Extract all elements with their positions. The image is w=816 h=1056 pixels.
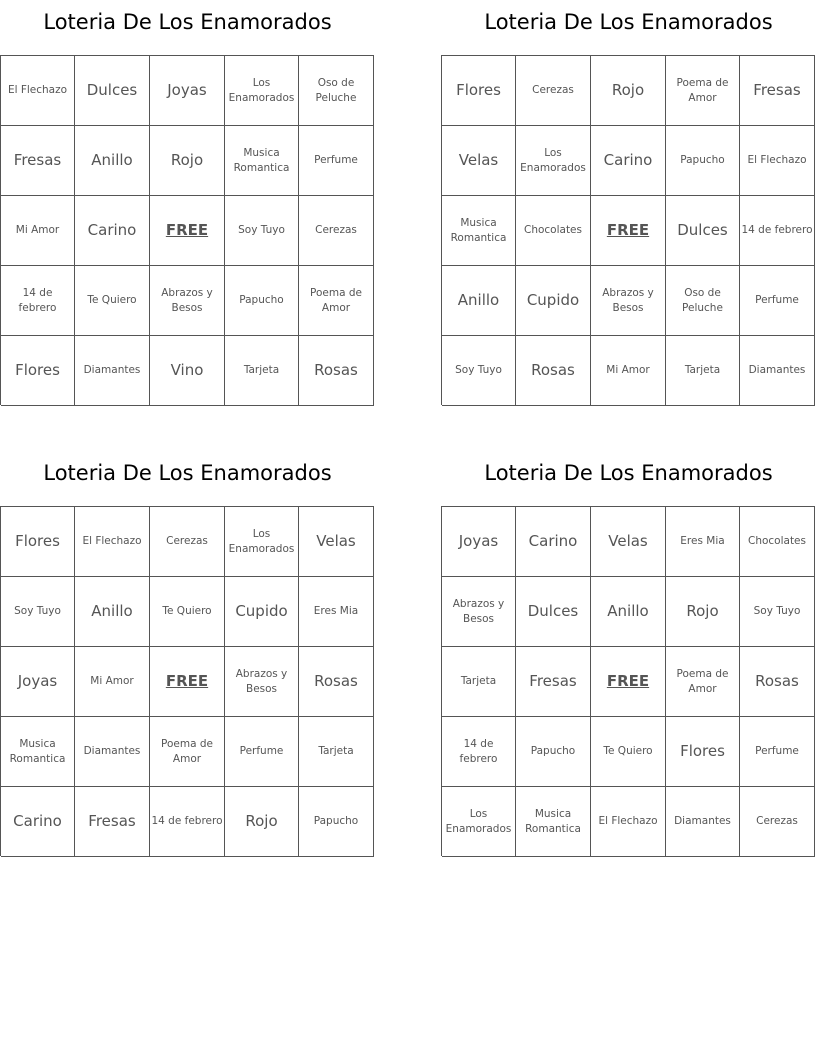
bingo-cell: Rojo [591,56,666,126]
bingo-cell: 14 de febrero [740,196,815,266]
bingo-grid [0,506,374,856]
bingo-cell: Cerezas [150,507,225,577]
bingo-cell: 14 de febrero [150,787,225,857]
bingo-cell: Abrazos y Besos [150,266,225,336]
bingo-cell: Poema de Amor [666,56,740,126]
bingo-cell: Cerezas [299,196,374,266]
bingo-cell: Perfume [299,126,374,196]
bingo-cell: Soy Tuyo [740,577,815,647]
bingo-cell: Mi Amor [75,647,150,717]
free-space: FREE [591,196,666,266]
bingo-cell: Diamantes [666,787,740,857]
bingo-cell: Musica Romantica [225,126,299,196]
bingo-cell: Papucho [225,266,299,336]
bingo-cell: Oso de Peluche [299,56,374,126]
bingo-cell: Musica Romantica [516,787,591,857]
bingo-grid [0,55,374,405]
bingo-cell: Soy Tuyo [1,577,75,647]
bingo-grid [441,55,815,405]
bingo-cell: Dulces [75,56,150,126]
free-space: FREE [150,196,225,266]
bingo-cell: Soy Tuyo [442,336,516,406]
bingo-cell: Oso de Peluche [666,266,740,336]
bingo-cell: Vino [150,336,225,406]
free-space: FREE [591,647,666,717]
bingo-cell: Rosas [299,336,374,406]
bingo-cell: Papucho [666,126,740,196]
bingo-cell: Poema de Amor [150,717,225,787]
bingo-cell: 14 de febrero [1,266,75,336]
bingo-cell: Tarjeta [442,647,516,717]
bingo-cell: Poema de Amor [666,647,740,717]
bingo-cell: Carino [1,787,75,857]
bingo-cell: Joyas [1,647,75,717]
bingo-cell: Rojo [666,577,740,647]
bingo-cell: Tarjeta [299,717,374,787]
bingo-cell: Joyas [150,56,225,126]
free-space: FREE [150,647,225,717]
bingo-cell: Chocolates [740,507,815,577]
bingo-cell: Musica Romantica [442,196,516,266]
bingo-cell: Los Enamorados [442,787,516,857]
bingo-cell: Mi Amor [1,196,75,266]
bingo-cell: El Flechazo [740,126,815,196]
bingo-cell: 14 de febrero [442,717,516,787]
bingo-cell: Anillo [591,577,666,647]
bingo-cell: Poema de Amor [299,266,374,336]
bingo-cell: Fresas [1,126,75,196]
bingo-cell: Dulces [516,577,591,647]
bingo-cell: Anillo [75,126,150,196]
bingo-cell: Fresas [75,787,150,857]
card-title: Loteria De Los Enamorados [484,10,773,34]
bingo-cell: Carino [591,126,666,196]
bingo-cell: Fresas [740,56,815,126]
bingo-cell: Tarjeta [225,336,299,406]
bingo-cell: Flores [1,336,75,406]
bingo-cell: Rojo [225,787,299,857]
bingo-cell: Cupido [516,266,591,336]
bingo-cell: Chocolates [516,196,591,266]
bingo-cell: Rosas [740,647,815,717]
bingo-cell: Rojo [150,126,225,196]
bingo-cell: Soy Tuyo [225,196,299,266]
bingo-cell: Abrazos y Besos [591,266,666,336]
bingo-cell: Flores [1,507,75,577]
bingo-cell: Flores [666,717,740,787]
bingo-cell: El Flechazo [591,787,666,857]
bingo-cell: Velas [591,507,666,577]
bingo-cell: Joyas [442,507,516,577]
bingo-cell: Fresas [516,647,591,717]
bingo-cell: Mi Amor [591,336,666,406]
bingo-cell: Te Quiero [75,266,150,336]
bingo-cell: Te Quiero [150,577,225,647]
bingo-cell: Abrazos y Besos [225,647,299,717]
bingo-cell: Los Enamorados [225,507,299,577]
bingo-cell: Papucho [516,717,591,787]
bingo-cell: Rosas [299,647,374,717]
bingo-cell: Papucho [299,787,374,857]
bingo-cell: Anillo [442,266,516,336]
bingo-cell: Dulces [666,196,740,266]
bingo-cell: Anillo [75,577,150,647]
bingo-cell: Diamantes [75,336,150,406]
bingo-cell: Abrazos y Besos [442,577,516,647]
bingo-cell: Velas [442,126,516,196]
bingo-cell: Eres Mia [666,507,740,577]
card-title: Loteria De Los Enamorados [484,461,773,485]
bingo-cell: Cupido [225,577,299,647]
card-title: Loteria De Los Enamorados [43,10,332,34]
bingo-cell: Te Quiero [591,717,666,787]
bingo-cell: Cerezas [516,56,591,126]
bingo-cell: Diamantes [75,717,150,787]
bingo-cell: Eres Mia [299,577,374,647]
bingo-cell: Velas [299,507,374,577]
bingo-cell: Cerezas [740,787,815,857]
bingo-cell: Flores [442,56,516,126]
bingo-cell: Los Enamorados [516,126,591,196]
bingo-cell: Diamantes [740,336,815,406]
bingo-grid [441,506,815,856]
bingo-cell: Perfume [740,717,815,787]
bingo-cell: Musica Romantica [1,717,75,787]
bingo-cell: Carino [516,507,591,577]
bingo-cell: Rosas [516,336,591,406]
bingo-cell: Tarjeta [666,336,740,406]
bingo-cell: El Flechazo [75,507,150,577]
bingo-cell: Carino [75,196,150,266]
bingo-cell: El Flechazo [1,56,75,126]
bingo-cell: Perfume [225,717,299,787]
bingo-cell: Perfume [740,266,815,336]
bingo-cell: Los Enamorados [225,56,299,126]
card-title: Loteria De Los Enamorados [43,461,332,485]
